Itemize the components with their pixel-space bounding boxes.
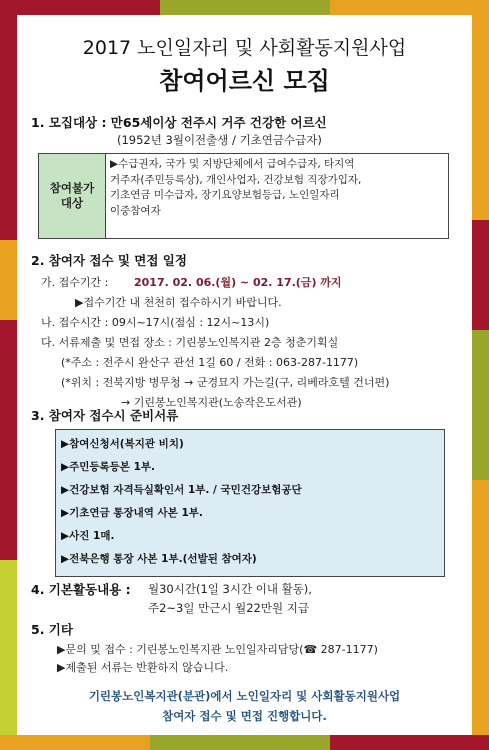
document-item: ▶사진 1매. (61, 530, 115, 542)
directions-line-2: → 기린봉노인복지관(노송작은도서관) (121, 396, 302, 409)
document-item: ▶주민등록등본 1부. (61, 461, 156, 473)
activity-line-2: 주2~3일 만근시 월22만원 지급 (148, 601, 309, 615)
document-item: ▶전북은행 통장 사본 1부.(선발된 참여자) (61, 553, 257, 565)
period-note: ▶접수기간 내 천천히 접수하시기 바랍니다. (75, 296, 282, 309)
ineligible-line: 이중참여자 (110, 204, 161, 217)
interview-location: 다. 서류제출 및 면접 장소 : 기린봉노인복지관 2층 청춘기획실 (41, 336, 339, 349)
title-line-1: 2017 노인일자리 및 사회활동지원사업 (82, 37, 407, 59)
ineligible-line: ▶수급권자, 국가 및 지방단체에서 급여수급자, 타지역 (110, 158, 355, 170)
section5-heading: 5. 기타 (31, 622, 73, 637)
documents-box (55, 429, 445, 577)
period-value: 2017. 02. 06.(월) ~ 02. 17.(금) 까지 (134, 276, 342, 289)
ineligible-list (110, 157, 440, 219)
directions-line-1: (*위치 : 전북지방 병무청 → 군경묘지 가는길(구, 리베라호텔 건너편) (61, 376, 390, 389)
section1-sub: (1952년 3월이전출생 / 기초연금수급자) (117, 133, 322, 147)
section3-heading: 3. 참여자 접수시 준비서류 (31, 408, 179, 423)
section4-heading: 4. 기본활동내용 : (31, 582, 131, 597)
footer-line-2: 참여자 접수 및 면접 진행합니다. (162, 709, 327, 723)
period-label: 가. 접수기간 : (41, 276, 109, 289)
page-title: 참여어르신 모집 (159, 67, 330, 95)
activity-line-1: 월30시간(1일 3시간 이내 활동), (148, 582, 312, 596)
return-policy-line: ▶제출된 서류는 반환하지 않습니다. (57, 661, 229, 674)
ineligible-line: 거주자(주민등록상), 개인사업자, 건강보험 직장가입자, (110, 173, 362, 186)
document-item: ▶건강보험 자격득실확인서 1부. / 국민건강보험공단 (61, 484, 302, 496)
ineligible-box (38, 153, 449, 239)
address-line: (*주소 : 전주시 완산구 관선 1길 60 / 전화 : 063-287-1177) (61, 356, 359, 369)
contact-line: ▶문의 및 접수 : 기린봉노인복지관 노인일자리담당(☎ 287-1177) (57, 643, 378, 656)
document-item: ▶기초연금 통장내역 사본 1부. (61, 507, 203, 519)
section1-heading: 1. 모집대상 : 만65세이상 전주시 거주 건강한 어르신 (31, 115, 327, 130)
reception-hours: 나. 접수시간 : 09시~17시(점심 : 12시~13시) (41, 316, 270, 329)
ineligible-label-line2: 대상 (60, 196, 84, 210)
ineligible-line: 기초연금 미수급자, 장기요양보험등급, 노인일자리 (110, 189, 340, 201)
section2-heading: 2. 참여자 접수 및 면접 일정 (31, 253, 187, 268)
document-item: ▶참여신청서(복지관 비치) (61, 438, 184, 450)
ineligible-label (39, 154, 106, 238)
notice-page (17, 15, 472, 735)
footer-line-1: 기린봉노인복지관(분관)에서 노인일자리 및 사회활동지원사업 (88, 689, 401, 703)
ineligible-label-line1: 참여불가 (49, 181, 95, 195)
